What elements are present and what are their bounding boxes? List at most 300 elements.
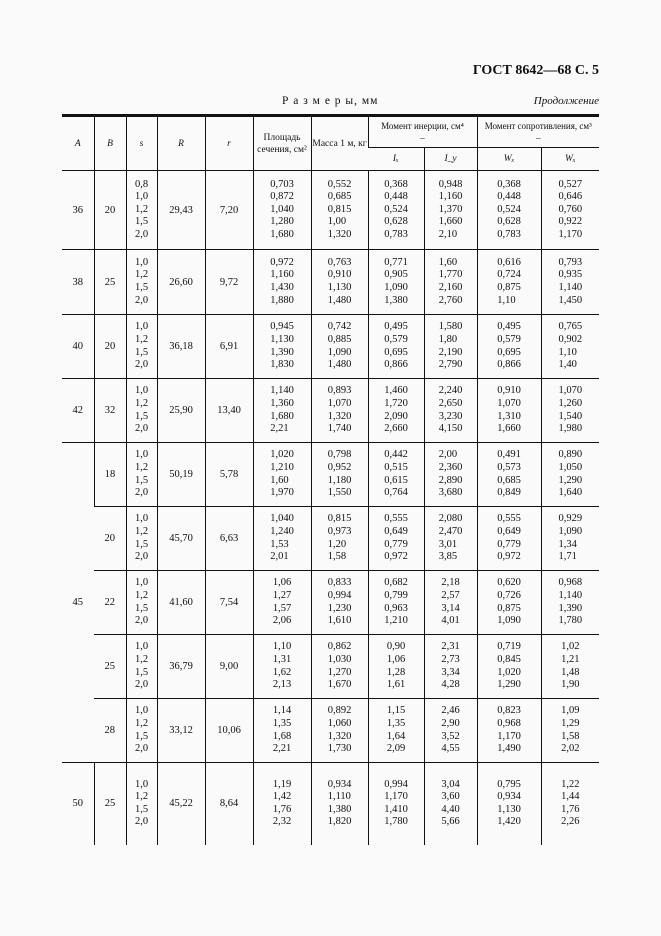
value-mass: 1,730 [327, 743, 352, 755]
value-Iy: 2,73 [441, 653, 460, 665]
value-Ix: 1,210 [384, 615, 408, 627]
value-Wy: 1,170 [558, 228, 583, 240]
cell-Wy [541, 379, 599, 443]
col-header-Wy: Wₓ [541, 148, 599, 171]
value-area: 1,020 [270, 449, 294, 461]
cell-Ix [368, 571, 424, 635]
value-area: 1,06 [272, 577, 292, 589]
resistance-label: Момент сопротивления, см³ [484, 121, 592, 131]
value-area: 0,945 [270, 321, 294, 333]
table-row [62, 571, 599, 635]
value-mass: 1,320 [327, 228, 352, 240]
value-Wy: 0,929 [558, 513, 583, 525]
value-Ix: 1,35 [386, 717, 406, 729]
table-row [62, 379, 599, 443]
value-Ix: 0,963 [384, 602, 408, 614]
value-Wx: 1,660 [497, 423, 521, 435]
cell-Ix [368, 763, 424, 845]
col-header-Ix: Iₓ [368, 148, 424, 171]
value-mass: 1,320 [327, 410, 352, 422]
value-Wx: 0,495 [497, 321, 521, 333]
cell-R: 25,90 [157, 379, 205, 443]
value-Ix: 0,905 [384, 269, 408, 281]
value-Ix: 1,460 [384, 385, 408, 397]
cell-R: 41,60 [157, 571, 205, 635]
value-Wx: 0,695 [497, 346, 521, 358]
value-Wy: 0,527 [558, 178, 583, 190]
value-Wx: 0,628 [497, 216, 521, 228]
value-Iy: 4,40 [441, 803, 460, 815]
value-mass: 1,130 [327, 282, 352, 293]
value-Wy: 1,44 [561, 791, 580, 803]
value-s: 1,2 [134, 791, 149, 803]
value-Iy: 2,160 [438, 282, 463, 293]
col-header-r: r [205, 116, 253, 171]
value-Wy: 2,26 [561, 816, 580, 828]
cell-mass [311, 443, 368, 507]
value-area: 2,21 [270, 423, 289, 435]
value-Wy: 0,902 [558, 333, 583, 345]
value-Iy: 4,150 [438, 423, 463, 435]
value-area: 1,27 [272, 589, 292, 601]
value-Wx: 0,448 [497, 191, 521, 203]
value-s: 2,0 [134, 228, 149, 240]
value-Ix: 0,579 [384, 333, 408, 345]
value-Iy: 2,57 [441, 589, 460, 601]
value-s: 2,0 [134, 743, 149, 755]
table-row [62, 250, 599, 315]
value-mass: 1,550 [327, 487, 352, 499]
cell-Iy [424, 315, 477, 379]
cell-Wx [477, 443, 541, 507]
value-s: 1,2 [134, 461, 149, 473]
value-Iy: 2,080 [438, 513, 463, 525]
cell-area [253, 507, 311, 571]
value-area: 1,57 [272, 602, 292, 614]
value-Iy: 2,890 [438, 474, 463, 486]
table-row [62, 699, 599, 763]
cell-r: 7,54 [205, 571, 253, 635]
value-Ix: 1,720 [384, 397, 408, 409]
cell-Wy [541, 507, 599, 571]
value-mass: 1,320 [327, 730, 352, 742]
value-mass: 0,994 [327, 589, 352, 601]
value-s: 1,2 [134, 397, 149, 409]
value-Wy: 1,29 [561, 717, 580, 729]
value-mass: 1,58 [327, 551, 347, 563]
value-Wy: 1,21 [561, 653, 580, 665]
value-s: 1,2 [134, 653, 149, 665]
value-Wx: 0,524 [497, 203, 521, 215]
value-mass: 1,380 [327, 803, 352, 815]
value-s: 2,0 [134, 487, 149, 499]
value-Wx: 1,490 [497, 743, 521, 755]
cell-R: 26,60 [157, 250, 205, 315]
cell-R: 29,43 [157, 171, 205, 250]
value-s: 1,0 [134, 385, 149, 397]
value-mass: 0,973 [327, 525, 352, 537]
cell-area [253, 171, 311, 250]
value-Wy: 1,780 [558, 615, 583, 627]
value-Iy: 2,10 [438, 228, 458, 240]
value-mass: 0,862 [327, 641, 352, 653]
value-Iy: 1,770 [438, 269, 463, 281]
value-Wy: 1,140 [558, 589, 583, 601]
cell-Wx [477, 507, 541, 571]
cell-r: 9,72 [205, 250, 253, 315]
cell-r: 6,63 [205, 507, 253, 571]
value-Wx: 1,020 [497, 666, 521, 678]
value-Wx: 0,579 [497, 333, 521, 345]
cell-Wy [541, 635, 599, 699]
cell-mass [311, 699, 368, 763]
value-area: 2,06 [272, 615, 292, 627]
value-Iy: 2,760 [438, 294, 463, 306]
value-Wx: 0,726 [497, 589, 521, 601]
value-Wy: 1,070 [558, 385, 583, 397]
value-Iy: 2,790 [438, 359, 463, 371]
value-Ix: 0,771 [384, 256, 408, 268]
value-Iy: 2,90 [441, 717, 460, 729]
value-Wy: 1,90 [561, 679, 580, 691]
value-s: 1,5 [134, 602, 149, 614]
value-Ix: 1,28 [386, 666, 406, 678]
col-header-Iy: I_y [424, 148, 477, 171]
value-Iy: 1,60 [438, 256, 458, 268]
col-header-A: A [62, 116, 94, 171]
value-s: 1,5 [134, 346, 149, 358]
cell-s [126, 507, 157, 571]
table-row [62, 507, 599, 571]
value-Ix: 1,64 [386, 730, 406, 742]
value-Wx: 1,070 [497, 397, 521, 409]
value-Wx: 0,934 [497, 791, 521, 803]
value-Iy: 4,55 [441, 743, 460, 755]
value-mass: 0,893 [327, 385, 352, 397]
profile-dimensions-table [62, 114, 599, 845]
col-header-resistance [477, 116, 599, 148]
value-area: 1,130 [270, 333, 294, 345]
value-Wx: 0,783 [497, 228, 521, 240]
col-header-Wx: Wₓ [477, 148, 541, 171]
value-Wy: 1,980 [558, 423, 583, 435]
cell-Ix [368, 443, 424, 507]
cell-s [126, 635, 157, 699]
cell-mass [311, 635, 368, 699]
value-mass: 1,610 [327, 615, 352, 627]
value-Wy: 0,646 [558, 191, 583, 203]
table-row [62, 635, 599, 699]
cell-Wx [477, 379, 541, 443]
value-area: 1,390 [270, 346, 294, 358]
value-s: 1,2 [134, 333, 149, 345]
value-mass: 1,090 [327, 346, 352, 358]
cell-A: 50 [72, 798, 83, 810]
value-Iy: 1,160 [438, 191, 463, 203]
value-Wx: 0,491 [497, 449, 521, 461]
value-s: 2,0 [134, 551, 149, 563]
value-area: 1,31 [272, 653, 292, 665]
value-s: 1,5 [134, 803, 149, 815]
value-Wx: 0,849 [497, 487, 521, 499]
cell-B: 20 [94, 507, 126, 571]
table-row [62, 315, 599, 379]
value-s: 2,0 [134, 294, 149, 306]
value-Ix: 1,410 [384, 803, 408, 815]
value-mass: 1,230 [327, 602, 352, 614]
value-Wx: 0,795 [497, 778, 521, 790]
value-Ix: 0,524 [384, 203, 408, 215]
value-area: 0,872 [270, 191, 294, 203]
value-Wy: 0,968 [558, 577, 583, 589]
col-header-R: R [157, 116, 205, 171]
value-mass: 0,952 [327, 461, 352, 473]
value-Wx: 1,10 [497, 294, 516, 306]
cell-Ix [368, 250, 424, 315]
value-area: 1,360 [270, 397, 294, 409]
value-area: 2,13 [272, 679, 292, 691]
col-header-s: s [126, 116, 157, 171]
cell-B: 25 [94, 763, 126, 845]
cell-area [253, 379, 311, 443]
cell-Wx [477, 763, 541, 845]
value-Wy: 1,260 [558, 397, 583, 409]
value-s: 1,2 [134, 203, 149, 215]
value-Wy: 1,09 [561, 705, 580, 717]
cell-A: 42 [62, 379, 94, 443]
cell-mass [311, 250, 368, 315]
value-Iy: 3,34 [441, 666, 460, 678]
value-Wy: 1,02 [561, 641, 580, 653]
value-Wy: 1,76 [561, 803, 580, 815]
table-row [62, 171, 599, 250]
value-Ix: 0,368 [384, 178, 408, 190]
value-s: 1,5 [134, 282, 149, 293]
cell-area [253, 571, 311, 635]
cell-Wy [541, 315, 599, 379]
cell-Wy [541, 250, 599, 315]
value-Wy: 0,922 [558, 216, 583, 228]
cell-area [253, 699, 311, 763]
value-Wy: 1,40 [558, 359, 577, 371]
cell-s [126, 763, 157, 845]
cell-Ix [368, 507, 424, 571]
cell-s [126, 699, 157, 763]
value-Wx: 0,616 [497, 256, 521, 268]
cell-Wx [477, 171, 541, 250]
value-Ix: 0,682 [384, 577, 408, 589]
value-mass: 1,670 [327, 679, 352, 691]
value-Wy: 1,140 [558, 282, 583, 293]
value-Wy: 1,050 [558, 461, 583, 473]
value-s: 1,0 [134, 513, 149, 525]
value-s: 1,5 [134, 538, 149, 550]
value-Iy: 2,190 [438, 346, 463, 358]
cell-s [126, 571, 157, 635]
value-s: 1,0 [134, 321, 149, 333]
value-Iy: 2,650 [438, 397, 463, 409]
value-Wy: 1,090 [558, 525, 583, 537]
value-Ix: 0,799 [384, 589, 408, 601]
value-s: 1,5 [134, 474, 149, 486]
cell-R: 36,18 [157, 315, 205, 379]
value-mass: 0,798 [327, 449, 352, 461]
value-Iy: 3,01 [438, 538, 458, 550]
value-area: 1,62 [272, 666, 292, 678]
value-Ix: 0,495 [384, 321, 408, 333]
value-Ix: 0,695 [384, 346, 408, 358]
value-s: 2,0 [134, 615, 149, 627]
value-Ix: 0,994 [384, 778, 408, 790]
cell-mass [311, 171, 368, 250]
cell-r: 13,40 [205, 379, 253, 443]
value-area: 0,972 [270, 256, 294, 268]
cell-Ix [368, 379, 424, 443]
value-Wy: 1,48 [561, 666, 580, 678]
value-Ix: 0,442 [384, 449, 408, 461]
col-header-mass: Масса 1 м, кг [311, 116, 368, 171]
cell-area [253, 443, 311, 507]
value-Wx: 0,685 [497, 474, 521, 486]
value-Wx: 0,649 [497, 525, 521, 537]
value-Iy: 0,948 [438, 178, 463, 190]
value-Wx: 0,719 [497, 641, 521, 653]
value-mass: 0,815 [327, 513, 352, 525]
value-Wx: 1,290 [497, 679, 521, 691]
table-row [62, 763, 599, 845]
value-Wx: 0,555 [497, 513, 521, 525]
value-Wy: 1,290 [558, 474, 583, 486]
table-caption: Р а з м е р ы, мм [282, 95, 379, 107]
value-Wx: 0,779 [497, 538, 521, 550]
cell-A: 40 [62, 315, 94, 379]
cell-Wy [541, 763, 599, 845]
value-Ix: 1,090 [384, 282, 408, 293]
cell-Iy [424, 571, 477, 635]
value-Iy: 2,18 [441, 577, 460, 589]
value-area: 1,880 [270, 294, 294, 306]
value-area: 1,14 [272, 705, 292, 717]
cell-Iy [424, 443, 477, 507]
cell-s [126, 250, 157, 315]
value-s: 1,0 [134, 191, 149, 203]
cell-B: 20 [94, 171, 126, 250]
value-Ix: 0,649 [384, 525, 408, 537]
cell-R: 50,19 [157, 443, 205, 507]
cell-mass [311, 379, 368, 443]
cell-Iy [424, 699, 477, 763]
value-Iy: 1,370 [438, 203, 463, 215]
value-Iy: 2,00 [438, 449, 458, 461]
value-Wx: 1,130 [497, 803, 521, 815]
value-mass: 0,742 [327, 321, 352, 333]
cell-mass [311, 507, 368, 571]
cell-s [126, 315, 157, 379]
value-mass: 1,20 [327, 538, 347, 550]
cell-Wx [477, 315, 541, 379]
cell-Iy [424, 763, 477, 845]
cell-A: 38 [62, 250, 94, 315]
value-area: 1,76 [272, 803, 292, 815]
value-Ix: 2,660 [384, 423, 408, 435]
value-Wy: 1,34 [558, 538, 577, 550]
cell-Wx [477, 699, 541, 763]
value-Ix: 0,615 [384, 474, 408, 486]
value-s: 1,5 [134, 666, 149, 678]
value-mass: 0,910 [327, 269, 352, 281]
value-s: 2,0 [134, 423, 149, 435]
cell-r: 5,78 [205, 443, 253, 507]
continuation-label: Продолжение [533, 95, 599, 107]
value-area: 1,68 [272, 730, 292, 742]
value-mass: 1,030 [327, 653, 352, 665]
value-mass: 1,00 [327, 216, 347, 228]
value-mass: 0,833 [327, 577, 352, 589]
value-Wy: 0,935 [558, 269, 583, 281]
cell-Wx [477, 571, 541, 635]
cell-Iy [424, 171, 477, 250]
cell-mass [311, 571, 368, 635]
value-mass: 1,060 [327, 717, 352, 729]
cell-Iy [424, 507, 477, 571]
value-mass: 0,892 [327, 705, 352, 717]
cell-Wy [541, 443, 599, 507]
value-mass: 0,763 [327, 256, 352, 268]
value-Ix: 0,555 [384, 513, 408, 525]
cell-B: 25 [94, 635, 126, 699]
value-area: 2,21 [272, 743, 292, 755]
value-s: 1,0 [134, 641, 149, 653]
value-Iy: 3,230 [438, 410, 463, 422]
cell-B: 22 [94, 571, 126, 635]
cell-B: 25 [94, 250, 126, 315]
value-s: 1,2 [134, 525, 149, 537]
value-Wy: 1,540 [558, 410, 583, 422]
value-s: 1,0 [134, 256, 149, 268]
value-Wy: 1,390 [558, 602, 583, 614]
cell-r: 7,20 [205, 171, 253, 250]
cell-Iy [424, 250, 477, 315]
value-mass: 0,815 [327, 203, 352, 215]
value-area: 1,040 [270, 203, 294, 215]
value-Wy: 0,760 [558, 203, 583, 215]
value-Wy: 1,10 [558, 346, 577, 358]
cell-A: 36 [62, 171, 94, 250]
value-area: 1,680 [270, 228, 294, 240]
value-Wx: 1,170 [497, 730, 521, 742]
value-area: 1,430 [270, 282, 294, 293]
value-Ix: 0,515 [384, 461, 408, 473]
value-Iy: 2,360 [438, 461, 463, 473]
value-area: 0,703 [270, 178, 294, 190]
col-header-area: Площадь сечения, см² [253, 116, 311, 171]
value-Wx: 0,368 [497, 178, 521, 190]
value-Ix: 1,15 [386, 705, 406, 717]
cell-B: 28 [94, 699, 126, 763]
value-Wx: 0,875 [497, 602, 521, 614]
value-Wy: 0,793 [558, 256, 583, 268]
value-Ix: 1,380 [384, 294, 408, 306]
value-Iy: 4,28 [441, 679, 460, 691]
cell-Ix [368, 315, 424, 379]
cell-Wx [477, 250, 541, 315]
cell-r: 10,06 [205, 699, 253, 763]
value-s: 1,0 [134, 449, 149, 461]
value-Wx: 0,875 [497, 282, 521, 293]
value-area: 2,32 [272, 816, 292, 828]
value-area: 1,280 [270, 216, 294, 228]
col-header-inertia [368, 116, 477, 148]
